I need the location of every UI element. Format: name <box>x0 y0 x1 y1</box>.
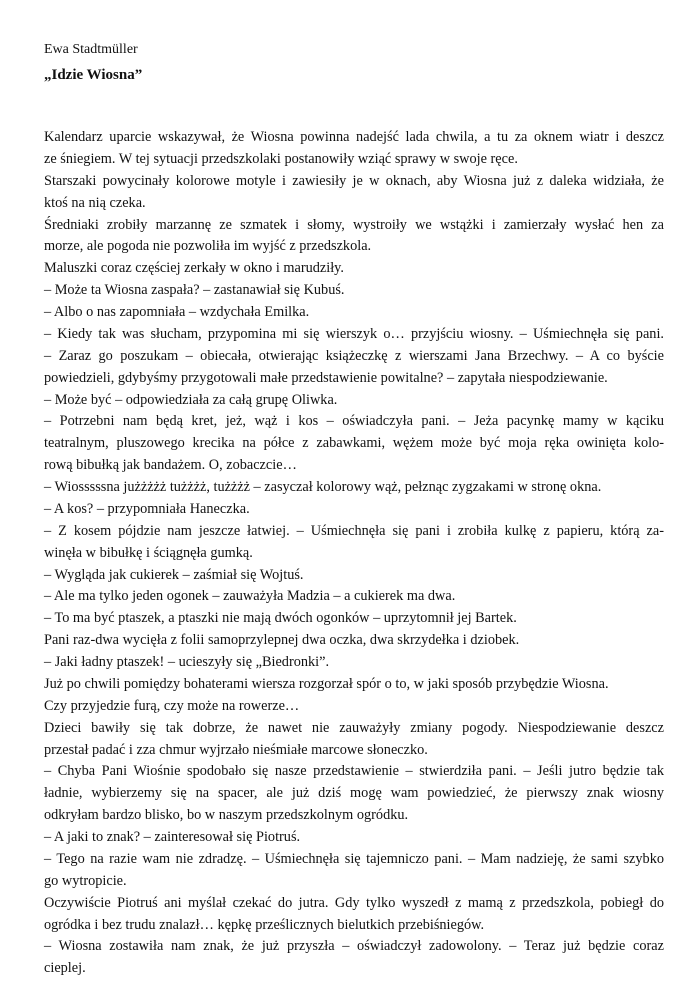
text-line: – A jaki to znak? – zainteresował się Piotruś. <box>44 829 301 845</box>
text-line: go wytropicie. <box>44 872 127 889</box>
text-line: – Może ta Wiosna zaspała? – zastanawiał się Kubuś. <box>44 282 345 299</box>
text-line: winęła w bibułkę i ściągnęła gumką. <box>44 544 253 561</box>
text-line: – Kiedy tak was słucham, przypomina mi się wierszyk o… przyjściu wiosny. – Uśmiechnęła się pani. <box>44 325 664 342</box>
text-line: Dzieci bawiły się tak dobrze, że nawet nie zauważyły zmiany pogody. Niespodziewanie deszcz <box>44 719 664 736</box>
text-line: – Chyba Pani Wiośnie spodobało się nasze przedstawienie – stwierdziła pani. – Jeśli jutro będzie tak <box>44 763 664 780</box>
text-line: – Z kosem pójdzie nam jeszcze łatwiej. – Uśmiechnęła się pani i zrobiła kulkę z papieru, którą za- <box>44 522 664 539</box>
text-line: ktoś na nią czeka. <box>44 194 146 211</box>
text-line: – Jaki ładny ptaszek! – ucieszyły się „Biedronki”. <box>44 654 330 670</box>
text-line: morze, ale pogoda nie pozwoliła im wyjść z przedszkola. <box>44 238 372 255</box>
text-line: Starszaki powycinały kolorowe motyle i zawiesiły je w oknach, aby Wiosna już z daleka widziała, że <box>44 172 664 189</box>
text-line: – Ale ma tylko jeden ogonek – zauważyła Madzia – a cukierek ma dwa. <box>44 588 456 605</box>
text-line: – Wygląda jak cukierek – zaśmiał się Wojtuś. <box>44 566 304 583</box>
text-line: – Potrzebni nam będą kret, jeż, wąż i kos – oświadczyła pani. – Jeża pacynkę mamy w kąciku <box>44 413 664 430</box>
text-line: ze śniegiem. W tej sytuacji przedszkolaki postanowiły wziąć sprawy w swoje ręce. <box>44 150 518 167</box>
text-line: Już po chwili pomiędzy bohaterami wiersza rozgorzał spór o to, w jaki sposób przybędzie Wiosna. <box>44 675 609 692</box>
text-line: ogródka i bez trudu znalazł… kępkę prześlicznych bielutkich przebiśniegów. <box>44 916 485 933</box>
text-line: rową bibułką jak bandażem. O, zobaczcie… <box>44 457 297 474</box>
text-line: Maluszki coraz częściej zerkały w okno i marudziły. <box>44 260 344 277</box>
text-line: – Wiosna zostawiła nam znak, że już przyszła – oświadczył zadowolony. – Teraz już będzie coraz <box>44 938 664 955</box>
text-line: powiedzieli, gdybyśmy przygotowali małe przedstawienie powitalne? – zapytała niespodziewanie. <box>44 369 608 386</box>
story-title: „Idzie Wiosna” <box>44 67 143 83</box>
text-line: cieplej. <box>44 960 86 977</box>
text-line: – Może być – odpowiedziała za całą grupę Oliwka. <box>44 391 338 408</box>
author-name: Ewa Stadtmüller <box>44 42 138 57</box>
text-line: Kalendarz uparcie wskazywał, że Wiosna powinna nadejść lada chwila, a tu za oknem wiatr i deszcz <box>44 129 664 145</box>
text-line: – Tego na razie wam nie zdradzę. – Uśmiechnęła się tajemniczo pani. – Mam nadzieję, że sami szybko <box>44 850 664 867</box>
text-line: – To ma być ptaszek, a ptaszki nie mają dwóch ogonków – uprzytomnił jej Bartek. <box>44 610 517 627</box>
text-line: – Wiosssssna jużżżżż tużżżż, tużżżż – zasyczał kolorowy wąż, pełznąc zygzakami w stronę okna. <box>44 479 602 495</box>
text-line: Czy przyjedzie furą, czy może na rowerze… <box>44 697 300 714</box>
text-line: ładnie, wybierzemy się na spacer, ale już dziś mogę wam powiedzieć, że pierwszy znak wiosny <box>44 785 664 802</box>
story-body <box>44 127 664 980</box>
text-line: Średniaki zrobiły marzannę ze szmatek i słomy, wystroiły we wstążki i zamierzały wysłać hen za <box>44 216 664 233</box>
text-line: Pani raz-dwa wycięła z folii samoprzylepnej dwa oczka, dwa skrzydełka i dziobek. <box>44 632 520 649</box>
text-line: teatralnym, pluszowego krecika na półce z zabawkami, wężem może być moja ręka owinięta kolo- <box>44 435 664 452</box>
text-line: Oczywiście Piotruś ani myślał czekać do jutra. Gdy tylko wyszedł z mamą z przedszkola, pobiegł do <box>44 894 664 911</box>
text-line: przestał padać i zza chmur wyjrzało nieśmiałe marcowe słoneczko. <box>44 741 428 758</box>
text-line: – Zaraz go poszukam – obiecała, otwierając książeczkę z wierszami Jana Brzechwy. – A co byście <box>44 347 664 364</box>
text-line: odkryłam bardzo blisko, bo w naszym przedszkolnym ogródku. <box>44 807 409 824</box>
text-line: – Albo o nas zapomniała – wzdychała Emilka. <box>44 304 310 320</box>
text-line: – A kos? – przypomniała Haneczka. <box>44 500 250 517</box>
